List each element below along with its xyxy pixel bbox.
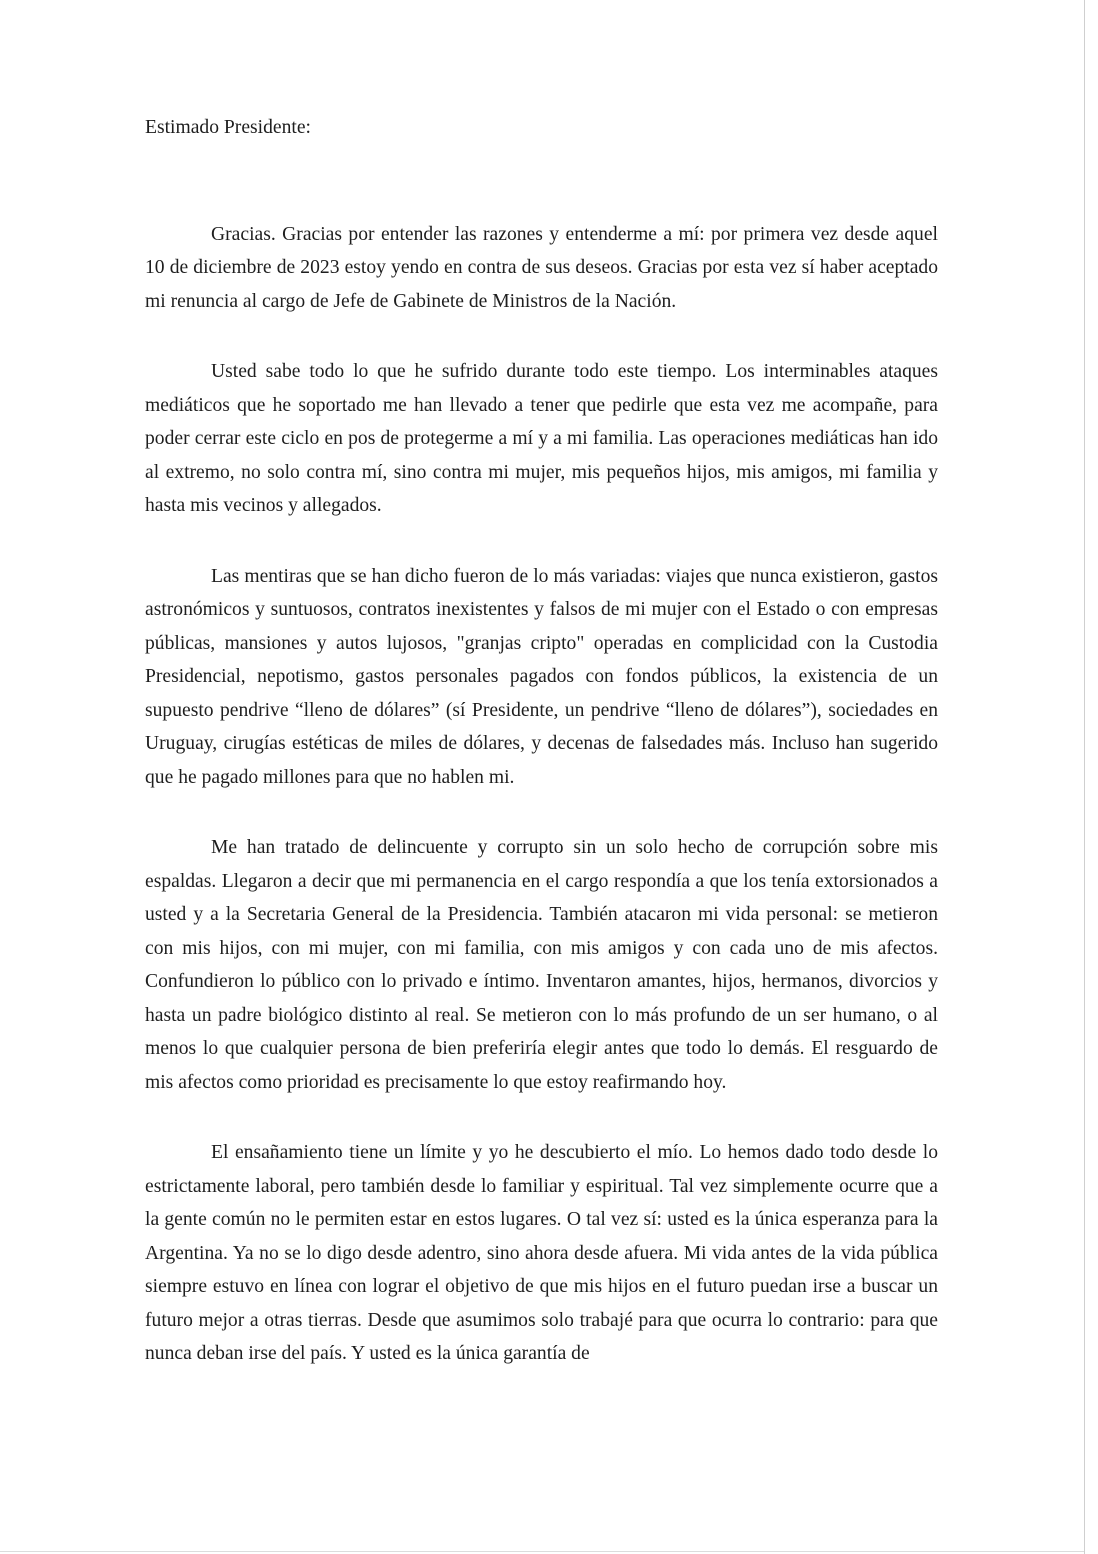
page-right-edge xyxy=(1084,0,1085,1554)
paragraph-1: Gracias. Gracias por entender las razones y entenderme a mí: por primera vez desde aquel 10 de diciembre de 2023 estoy yendo en contra de sus deseos. Gracias por esta vez sí haber aceptado mi renuncia al cargo de Jefe de Gabinete de Ministros de la Nación. xyxy=(145,223,938,312)
salutation: Estimado Presidente: xyxy=(145,117,311,138)
paragraph-2: Usted sabe todo lo que he sufrido durante todo este tiempo. Los interminables ataques mediáticos que he soportado me han llevado a tener que pedirle que esta vez me acompañe, para poder cerrar este ciclo en pos de protegerme a mí y a mi familia. Las operaciones mediáticas han ido al extremo, no solo contra mí, sino contra mi mujer, mis pequeños hijos, mis amigos, mi familia y hasta mis vecinos y allegados. xyxy=(145,361,938,516)
page-bottom-edge xyxy=(0,1551,1084,1552)
paragraph-5: El ensañamiento tiene un límite y yo he descubierto el mío. Lo hemos dado todo desde lo estrictamente laboral, pero también desde lo familiar y espiritual. Tal vez simplemente ocurre que a la gente común no le permiten estar en estos lugares. O tal vez sí: usted es la única esperanza para la Argentina. Ya no se lo digo desde adentro, sino ahora desde afuera. Mi vida antes de la vida pública siempre estuvo en línea con lograr el objetivo de que mis hijos en el futuro puedan irse a buscar un futuro mejor a otras tierras. Desde que asumimos solo trabajé para que ocurra lo contrario: para que nunca deban irse del país. Y usted es la única garantía de xyxy=(145,1142,938,1364)
paragraph-3: Las mentiras que se han dicho fueron de lo más variadas: viajes que nunca existieron, gastos astronómicos y suntuosos, contratos inexistentes y falsos de mi mujer con el Estado o con empresas públicas, mansiones y autos lujosos, "granjas cripto" operadas en complicidad con la Custodia Presidencial, nepotismo, gastos personales pagados con fondos públicos, la existencia de un supuesto pendrive “lleno de dólares” (sí Presidente, un pendrive “lleno de dólares”), sociedades en Uruguay, cirugías estéticas de miles de dólares, y decenas de falsedades más. Incluso han sugerido que he pagado millones para que no hablen mi. xyxy=(145,565,938,788)
letter-body xyxy=(145,111,938,1371)
paragraph-4: Me han tratado de delincuente y corrupto sin un solo hecho de corrupción sobre mis espaldas. Llegaron a decir que mi permanencia en el cargo respondía a que los tenía extorsionados a usted y a la Secretaria General de la Presidencia. También atacaron mi vida personal: se metieron con mis hijos, con mi mujer, con mi familia, con mis amigos y con cada uno de mis afectos. Confundieron lo público con lo privado e íntimo. Inventaron amantes, hijos, hermanos, divorcios y hasta un padre biológico distinto al real. Se metieron con lo más profundo de un ser humano, o al menos lo que cualquier persona de bien preferiría elegir antes que todo lo demás. El resguardo de mis afectos como prioridad es precisamente lo que estoy reafirmando hoy. xyxy=(145,837,938,1093)
